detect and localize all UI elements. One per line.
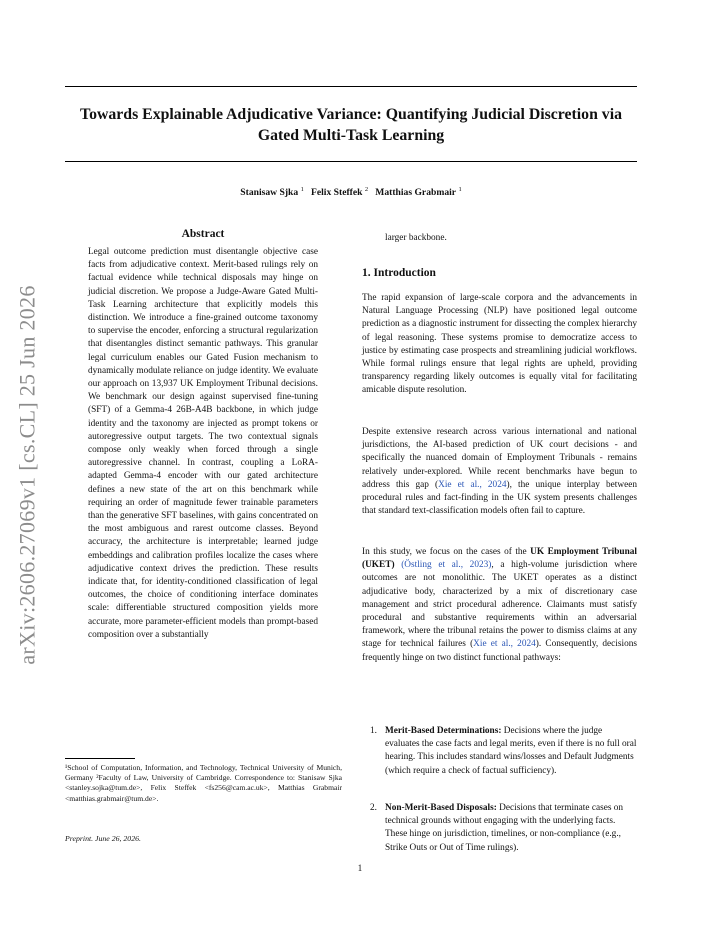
paper-title: Towards Explainable Adjudicative Variance: Quantifying Judicial Discretion via Gated Multi-Task Learning [80, 106, 622, 144]
list-item-body: Decisions where the judge evaluates the case facts and legal merits, even if there is no full oral hearing. This includes standard wins/losses and Default Judgments (which require a check of factual sufficiency). [385, 726, 637, 776]
section-heading-introduction: 1. Introduction [362, 267, 436, 279]
citation-link[interactable]: (Östling et al., 2023) [401, 560, 492, 571]
paragraph-text [362, 546, 637, 665]
intro-paragraph-2 [362, 426, 637, 518]
list-number: 1. [370, 726, 377, 736]
citation-link[interactable]: Xie et al., 2024 [473, 639, 536, 650]
intro-paragraph-1 [362, 292, 637, 398]
title-top-rule [65, 86, 637, 87]
text-span: Despite extensive research across various international and national jurisdictions, the AI-based prediction of UK court decisions - and specifically the nuanced domain of Employment Tribunals - remains relatively under-explored. While recent benchmarks have begun to address this gap ( [362, 427, 637, 490]
abstract-continuation: larger backbone. [385, 233, 447, 243]
text-span: ). Consequently, decisions frequently hinge on two distinct functional pathways: [362, 639, 637, 663]
list-number: 2. [370, 803, 377, 813]
text-span: In this study, we focus on the cases of the [362, 547, 531, 557]
list-item-text [385, 802, 637, 855]
text-span: , a high-volume jurisdiction where outcomes are not monolithic. The UKET operates as a distinct adjudicative body, characterized by a mix of discretionary case management and strict procedural adherence. Claimants must satisfy procedural and substantive requirements within an adversarial framework, where the tribunal retains the power to dismiss claims at any stage for technical failures ( [362, 560, 637, 650]
footnote-rule [65, 758, 135, 759]
author-affiliation: 1 [458, 186, 462, 193]
author-name: Matthias Grabmair [375, 187, 457, 199]
author-affiliation: 1 [300, 186, 304, 193]
abstract-heading: Abstract [181, 228, 225, 240]
intro-paragraph-3 [362, 546, 637, 665]
title-bottom-rule [65, 161, 637, 162]
list-item-body: Decisions that terminate cases on technical grounds without engaging with the underlying facts. These hinge on jurisdiction, timelines, or non-compliance (e.g., Strike Outs or Out of Time rulings). [385, 803, 624, 853]
text-span: ), the unique interplay between procedural rules and fact-finding in the UK system presents challenges that standard text-classification models often fail to capture. [362, 479, 637, 517]
affiliation-footnote: ¹School of Computation, Information, and Technology, Technical University of Munich, Germany ²Faculty of Law, University of Cambridge. Correspondence to: Stanisaw Sjka <stanley.sojka@tum.de>, Felix Steffek <fs256@cam.ac.uk>, Matthias Grabmair <matthias.grabmair@tum.de>. [65, 763, 342, 803]
arxiv-watermark [6, 260, 50, 690]
author-name: Felix Steffek [311, 187, 363, 199]
arxiv-id: arXiv:2606.27069v1 [cs.CL] 25 Jun 2026 [15, 285, 41, 665]
author-affiliation: 2 [364, 186, 369, 193]
list-item-title: Non-Merit-Based Disposals: [385, 803, 497, 813]
abstract-body [88, 246, 318, 642]
author-name: Stanisaw Sjka [240, 187, 299, 199]
author-list [65, 186, 637, 198]
preprint-note: Preprint. June 26, 2026. [65, 834, 141, 843]
paragraph-text [362, 426, 637, 518]
abstract-text: Legal outcome prediction must disentangle objective case facts from adjudicative context. Merit-based rulings rely on factual evidence while technical disposals may hinge on judicial discretion. We propose a Judge-Aware Gated Multi-Task Learning architecture that explicitly models this distinction. We introduce a fine-grained outcome taxonomy to supervise the encoder, enforcing a structural regularization that disentangles distinct semantic pathways. This granular legal curriculum enables our Gated Fusion mechanism to dynamically modulate reliance on judge identity. We evaluate our approach on 13,937 UK Employment Tribunal decisions. We benchmark our design against supervised fine-tuning (SFT) of a Gemma-4 26B-A4B backbone, in which judge identity and the taxonomy are injected as prompt tokens or autoregressive output targets. The two contextual signals compose only weakly when forced through a single autoregressive channel. In contrast, coupling a LoRA-adapted Gemma-4 encoder with our gated architecture defines a new state of the art on this benchmark while requiring an order of magnitude fewer trainable parameters than the generative SFT baselines, with gains concentrated on the most ambiguous and rarest outcome classes. Beyond accuracy, the architecture is interpretable; learned judge embeddings and calibration profiles localize the cases where adjudicative context drives the prediction. These results indicate that, for identity-conditioned classification of legal outcomes, the choice of conditioning interface dominates scale: differentiable structured composition yields more accurate, more parameter-efficient models than prompt-based composition over a substantially [88, 247, 318, 640]
page-number: 1 [357, 864, 363, 874]
citation-link[interactable]: Xie et al., 2024 [438, 479, 507, 490]
paragraph-text: The rapid expansion of large-scale corpora and the advancements in Natural Language Processing (NLP) have positioned legal outcome prediction as a diagnostic instrument for dissecting the complex hierarchy of legal reasoning. These systems promise to democratize access to justice by estimating case prospects and streamlining judicial workflows. While formal rulings ensure that legal rights are upheld, providing transparency regarding likely outcomes is equally vital for facilitating amicable dispute resolution. [362, 293, 637, 396]
list-item-title: Merit-Based Determinations: [385, 726, 502, 736]
list-item-text [385, 725, 637, 778]
bold-term: UK Employment Tribunal (UKET) [362, 547, 637, 571]
